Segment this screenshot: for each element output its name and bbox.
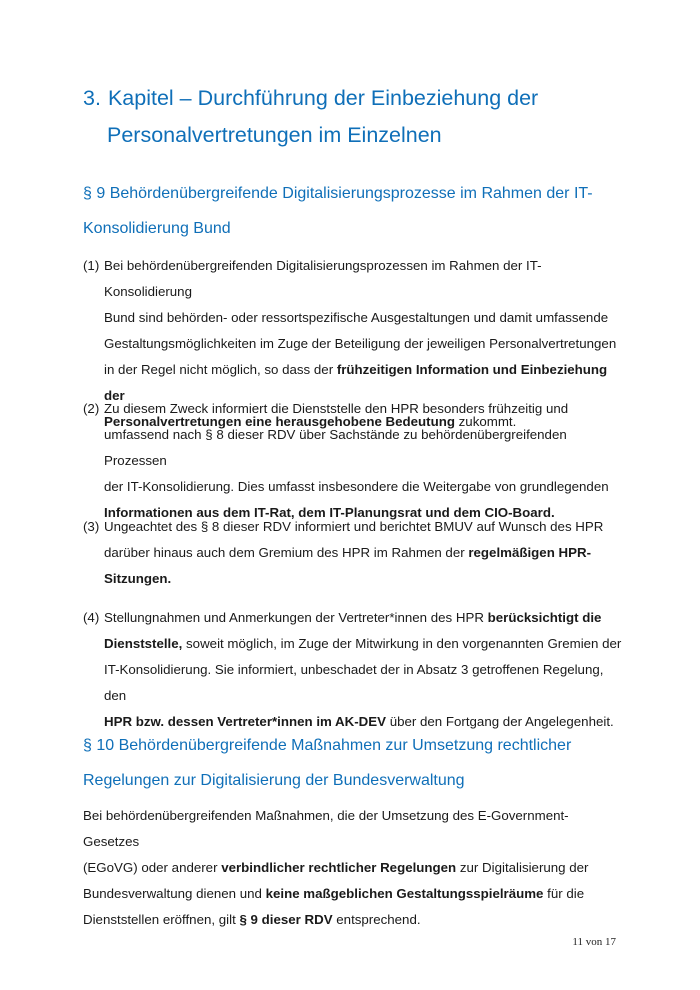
bold-text: berücksichtigt die xyxy=(487,610,602,625)
paragraph-text xyxy=(83,803,623,933)
bold-text: Informationen aus dem IT-Rat, dem IT-Planungsrat und dem CIO-Board. xyxy=(104,505,555,520)
section-9-heading-line2: Konsolidierung Bund xyxy=(83,220,231,237)
section-9-paragraph-3 xyxy=(83,514,623,592)
text-run: Gestaltungsmöglichkeiten im Zuge der Beteiligung der jeweiligen Personalvertretungen xyxy=(104,336,617,351)
text-run: für die xyxy=(543,886,585,901)
text-run: zukommt. xyxy=(454,414,517,429)
text-run: in der Regel nicht möglich, so dass der xyxy=(104,362,337,377)
bold-text: frühzeitigen Information und Einbeziehung der xyxy=(104,362,608,403)
paragraph-number: (4) xyxy=(83,610,100,625)
text-run: IT-Konsolidierung. Sie informiert, unbeschadet der in Absatz 3 getroffenen Regelung, den xyxy=(104,662,604,703)
text-run: Bundesverwaltung dienen und xyxy=(83,886,266,901)
section-9-heading-line1: § 9 Behördenübergreifende Digitalisierungsprozesse im Rahmen der IT- xyxy=(83,185,593,202)
text-run: entsprechend. xyxy=(332,912,421,927)
paragraph-text xyxy=(83,514,623,592)
paragraph-text xyxy=(83,605,623,735)
text-run: Ungeachtet des § 8 dieser RDV informiert und berichtet BMUV auf Wunsch des HPR xyxy=(104,519,604,534)
text-run: (EGoVG) oder anderer xyxy=(83,860,222,875)
bold-text: verbindlicher rechtlicher Regelungen xyxy=(221,860,457,875)
text-run: der IT-Konsolidierung. Dies umfasst insbesondere die Weitergabe von grundlegenden xyxy=(104,479,609,494)
paragraph-number: (3) xyxy=(83,519,100,534)
text-run: über den Fortgang der Angelegenheit. xyxy=(386,714,614,729)
bold-text: keine maßgeblichen Gestaltungsspielräume xyxy=(265,886,544,901)
text-run: umfassend nach § 8 dieser RDV über Sachstände zu behördenübergreifenden Prozessen xyxy=(104,427,567,468)
text-run: Zu diesem Zweck informiert die Dienststelle den HPR besonders frühzeitig und xyxy=(104,401,569,416)
text-run: darüber hinaus auch dem Gremium des HPR im Rahmen der xyxy=(104,545,469,560)
section-9-paragraph-4 xyxy=(83,605,623,735)
chapter-title-line2: Personalvertretungen im Einzelnen xyxy=(107,123,442,147)
section-10-heading-line2: Regelungen zur Digitalisierung der Bundesverwaltung xyxy=(83,772,465,789)
text-run: Bei behördenübergreifenden Digitalisierungsprozessen im Rahmen der IT-Konsolidierung xyxy=(104,258,542,299)
section-9-heading xyxy=(83,176,643,246)
bold-text: regelmäßigen HPR- xyxy=(468,545,592,560)
text-run: soweit möglich, im Zuge der Mitwirkung in den vorgenannten Gremien der xyxy=(182,636,622,651)
chapter-number: 3. xyxy=(83,86,101,110)
page-number: 11 von 17 xyxy=(572,936,616,948)
section-10-paragraph xyxy=(83,803,623,933)
bold-text: HPR bzw. dessen Vertreter*innen im AK-DEV xyxy=(104,714,387,729)
text-run: Bei behördenübergreifenden Maßnahmen, die der Umsetzung des E-Government-Gesetzes xyxy=(83,808,569,849)
bold-text: Dienststelle, xyxy=(104,636,183,651)
text-run: Dienststellen eröffnen, gilt xyxy=(83,912,240,927)
paragraph-number: (2) xyxy=(83,401,100,416)
text-run: zur Digitalisierung der xyxy=(456,860,589,875)
bold-text: Sitzungen. xyxy=(104,571,172,586)
section-9-paragraph-2 xyxy=(83,396,623,526)
text-run: Stellungnahmen und Anmerkungen der Vertreter*innen des HPR xyxy=(104,610,488,625)
text-run: Bund sind behörden- oder ressortspezifische Ausgestaltungen und damit umfassende xyxy=(104,310,609,325)
chapter-title xyxy=(83,80,663,154)
bold-text: § 9 dieser RDV xyxy=(239,912,333,927)
bold-text: Personalvertretungen eine herausgehobene Bedeutung xyxy=(104,414,455,429)
paragraph-text xyxy=(83,396,623,526)
section-10-heading xyxy=(83,728,643,798)
section-10-heading-line1: § 10 Behördenübergreifende Maßnahmen zur Umsetzung rechtlicher xyxy=(83,737,572,754)
paragraph-number: (1) xyxy=(83,258,100,273)
chapter-title-line1: Kapitel – Durchführung der Einbeziehung der xyxy=(107,86,539,110)
